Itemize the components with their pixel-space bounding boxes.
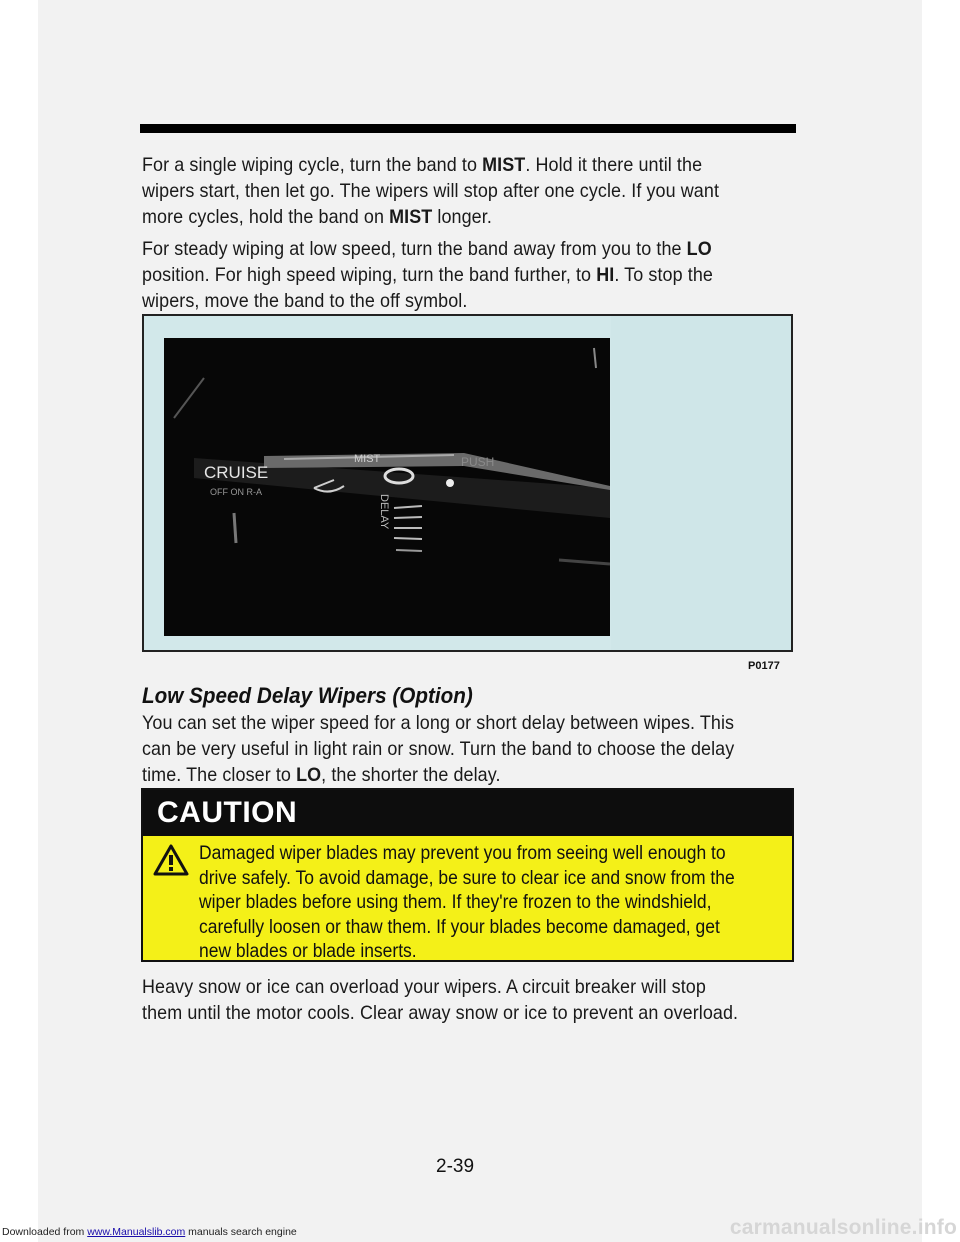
caution-box — [141, 788, 794, 962]
top-rule — [140, 124, 796, 133]
download-footer — [2, 1226, 297, 1238]
warning-triangle-icon — [153, 844, 189, 876]
watermark: carmanualsonline.info — [729, 1216, 957, 1239]
p3-text-c: , the shorter the delay. — [321, 764, 501, 786]
p2-text-e: . To stop the wipers, move the band to the off symbol. — [142, 264, 713, 312]
p1-text-e: longer. — [432, 206, 492, 228]
p1-text-c: . Hold it there until the wipers start, then let go. The wipers will stop after one cycle. If you want more cycles, hold the band on — [142, 154, 720, 228]
page-number: 2-39 — [436, 1156, 475, 1177]
paragraph-mist — [142, 152, 740, 230]
p3-lo: LO — [296, 764, 322, 786]
p1-mist-1: MIST — [482, 154, 526, 176]
caution-title: CAUTION — [157, 796, 298, 829]
paragraph-steady — [142, 236, 740, 314]
label-delay: DELAY — [378, 494, 390, 530]
label-mist: MIST — [354, 453, 381, 465]
p2-text-a: For steady wiping at low speed, turn the band away from you to the — [142, 238, 687, 260]
p2-lo: LO — [686, 238, 712, 260]
label-cruise: CRUISE — [204, 463, 269, 482]
paragraph-delay — [142, 710, 740, 788]
wiper-stalk-illustration — [164, 338, 610, 636]
p3-text-a: You can set the wiper speed for a long or short delay between wipes. This can be very useful in light rain or snow. Turn the band to choose the delay time. The closer to — [142, 712, 735, 786]
p2-hi: HI — [596, 264, 615, 286]
label-cruise-sub: OFF ON R-A — [210, 487, 262, 497]
figure-code: P0177 — [748, 660, 780, 672]
caution-header — [143, 790, 792, 836]
section-heading: Low Speed Delay Wipers (Option) — [142, 683, 473, 708]
caution-text: Damaged wiper blades may prevent you from seeing well enough to drive safely. To avoid damage, be sure to clear ice and snow from the wiper blades before using them. If they're frozen to the windshield, carefully loosen or thaw them. If your blades become damaged, get new blades or blade inserts. — [199, 843, 735, 962]
p1-text-a: For a single wiping cycle, turn the band to — [142, 154, 483, 176]
footer-suffix: manuals search engine — [185, 1226, 297, 1238]
manualslib-link[interactable]: www.Manualslib.com — [87, 1226, 186, 1238]
label-push: PUSH — [461, 455, 495, 469]
wiper-control-photo — [164, 338, 610, 636]
footer-prefix: Downloaded from — [2, 1226, 88, 1238]
paragraph-overload: Heavy snow or ice can overload your wipers. A circuit breaker will stop them until the motor cools. Clear away snow or ice to prevent an overload. — [142, 976, 739, 1024]
p1-mist-2: MIST — [389, 206, 433, 228]
p2-text-c: position. For high speed wiping, turn the band further, to — [142, 264, 597, 286]
